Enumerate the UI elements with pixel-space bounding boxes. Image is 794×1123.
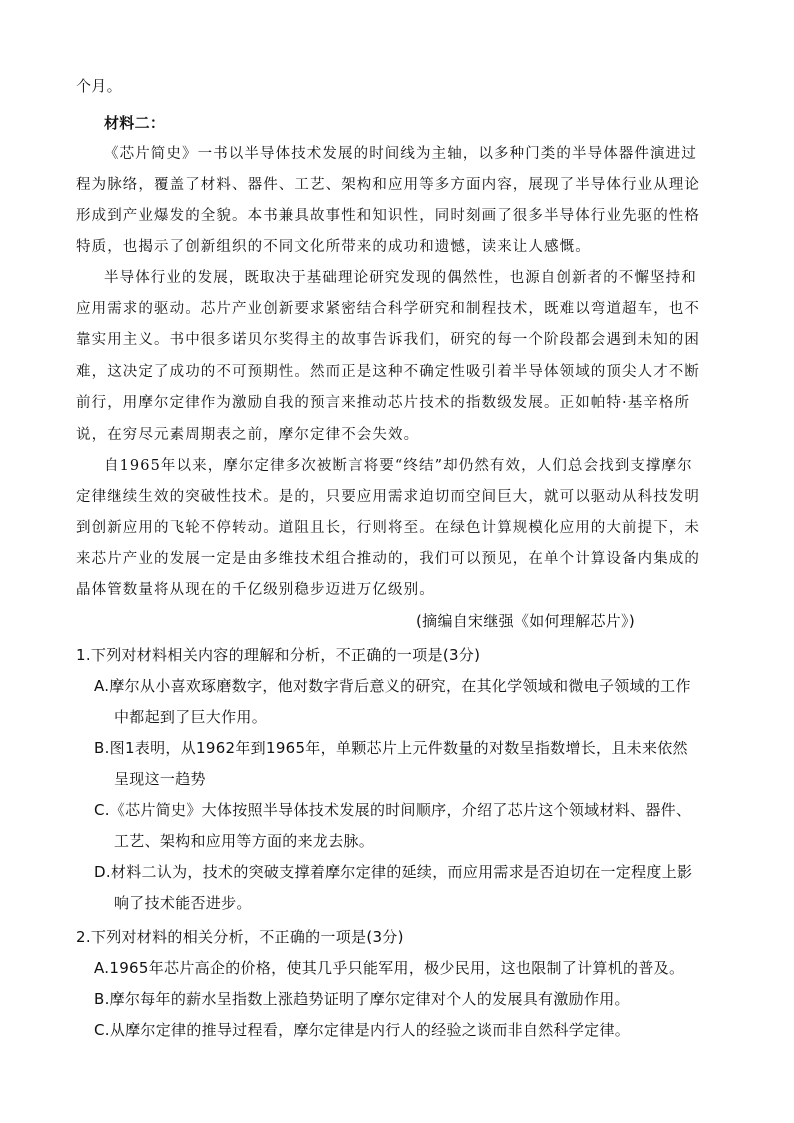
material2-p2-line: 半导体行业的发展，既取决于基础理论研究发现的偶然性，也源自创新者的不懈坚持和 [104, 270, 697, 286]
q2-option-b: B.摩尔每年的薪水呈指数上涨趋势证明了摩尔定律对个人的发展具有激励作用。 [94, 990, 630, 1008]
question-2-stem: 2.下列对材料的相关分析，不正确的一项是(3分) [76, 928, 404, 946]
material2-p3-line: 来芯片产业的发展一定是由多维技术组合推动的，我们可以预见，在单个计算设备内集成的 [76, 551, 700, 567]
source-citation: (摘编自宋继强《如何理解芯片》) [416, 612, 636, 630]
q2-option-a: A.1965年芯片高企的价格，使其几乎只能军用，极少民用，这也限制了计算机的普及。 [94, 959, 685, 977]
material2-p3-line: 自1965年以来，摩尔定律多次被断言将要“终结”却仍然有效，人们总会找到支撑摩尔 [104, 458, 693, 474]
material2-p3-line: 定律继续生效的突破性技术。是的，只要应用需求迫切而空间巨大，就可以驱动从科技发明 [76, 489, 700, 505]
q2-option-c: C.从摩尔定律的推导过程看，摩尔定律是内行人的经验之谈而非自然科学定律。 [94, 1021, 631, 1039]
material2-p1-line: 形成到产业爆发的全貌。本书兼具故事性和知识性，同时刻画了很多半导体行业先驱的性格 [76, 208, 700, 224]
continued-text: 个月。 [76, 77, 122, 95]
q1-option-b: B.图1表明，从1962年到1965年，单颗芯片上元件数量的对数呈指数增长，且未来依然 [94, 739, 688, 757]
material2-p3-line: 晶体管数量将从现在的千亿级别稳步迈进万亿级别。 [76, 582, 435, 598]
q1-option-d-cont: 响了技术能否进步。 [114, 894, 252, 912]
material2-p1-line: 程为脉络，覆盖了材料、器件、工艺、架构和应用等多方面内容，展现了半导体行业从理论 [76, 177, 700, 193]
q1-option-c: C.《芯片简史》大体按照半导体技术发展的时间顺序，介绍了芯片这个领域材料、器件、 [94, 801, 692, 819]
question-1-stem: 1.下列对材料相关内容的理解和分析，不正确的一项是(3分) [76, 646, 481, 664]
q1-option-c-cont: 工艺、架构和应用等方面的来龙去脉。 [114, 832, 375, 850]
material2-p2-line: 说，在穷尽元素周期表之前，摩尔定律不会失效。 [76, 427, 420, 443]
material2-p2-line: 难，这决定了成功的不可预期性。然而正是这种不确定性吸引着半导体领域的顶尖人才不断 [76, 364, 700, 380]
material2-p2-line: 靠实用主义。书中很多诺贝尔奖得主的故事告诉我们，研究的每一个阶段都会遇到未知的困 [76, 332, 700, 348]
q1-option-a: A.摩尔从小喜欢琢磨数字，他对数字背后意义的研究，在其化学领域和微电子领域的工作 [94, 677, 691, 695]
q1-option-a-cont: 中都起到了巨大作用。 [114, 708, 268, 726]
material2-p1-line: 特质，也揭示了创新组织的不同文化所带来的成功和遗憾，读来让人感慨。 [76, 239, 591, 255]
material2-p2-line: 应用需求的驱动。芯片产业创新要求紧密结合科学研究和制程技术，既难以弯道超车，也不 [76, 301, 700, 317]
q1-option-d: D.材料二认为，技术的突破支撑着摩尔定律的延续，而应用需求是否迫切在一定程度上影 [94, 863, 693, 881]
q1-option-b-cont: 呈现这一趋势 [114, 770, 206, 788]
material2-p3-line: 到创新应用的飞轮不停转动。道阻且长，行则将至。在绿色计算规模化应用的大前提下，未 [76, 520, 700, 536]
material2-heading: 材料二： [104, 114, 166, 132]
material2-p1-line: 《芯片简史》一书以半导体技术发展的时间线为主轴，以多种门类的半导体器件演进过 [104, 146, 697, 162]
material2-p2-line: 前行，用摩尔定律作为激励自我的预言来推动芯片技术的指数级发展。正如帕特·基辛格所 [76, 395, 691, 411]
